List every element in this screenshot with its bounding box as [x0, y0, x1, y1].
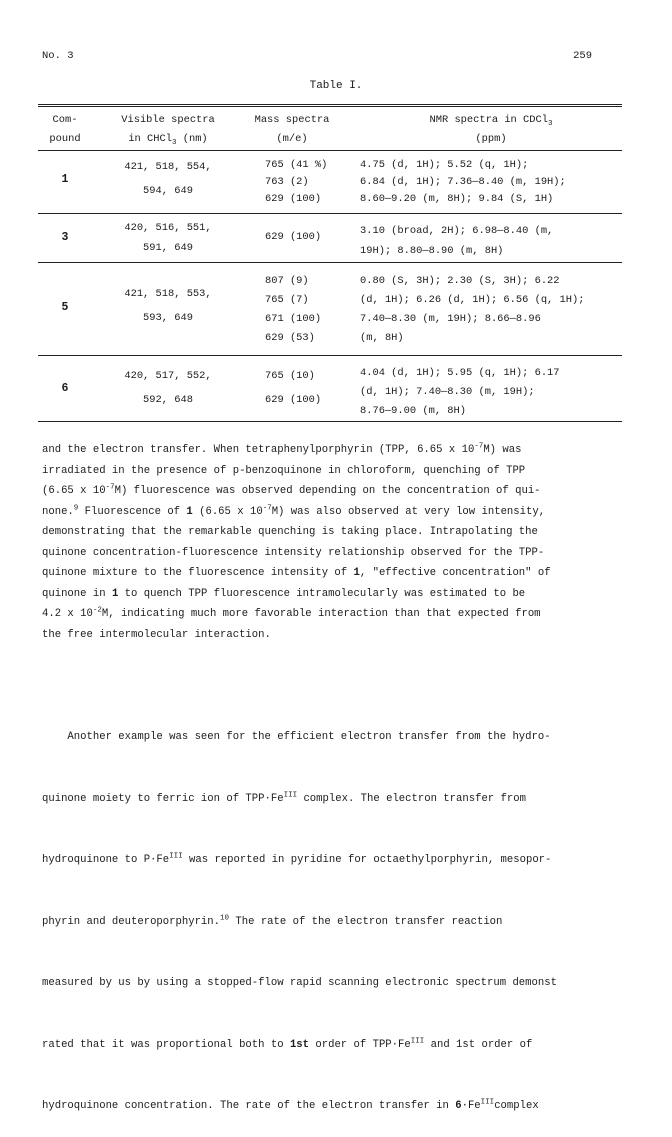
text-line: rated that it was proportional both to 1st order of $TPP\cdot Fe^{III}$ and 1st order of — [42, 1036, 533, 1051]
mass-values: 807 (9) 765 (7) 671 (100) 629 (53) — [265, 275, 322, 344]
mass-values: 629 (100) — [265, 231, 322, 243]
text-line: 4.2 x $10^{-2}M$, indicating much more favorable interaction than that expected from — [42, 606, 541, 620]
text-line: the free intermolecular interaction. — [42, 628, 271, 641]
text-line: and the electron transfer. When tetraphenylporphyrin (TPP, 6.65 x $10^{-7}M$) was — [42, 442, 522, 456]
compound-number: 3 — [61, 231, 69, 244]
header-visible-spectra: Visible spectra in CHCl$_3$ (nm) — [121, 114, 215, 148]
text-line: measured by us by using a stopped-flow rapid scanning electronic spectrum demonst — [42, 977, 557, 989]
header-mass-spectra: Mass spectra (m/e) — [254, 114, 330, 145]
text-line: quinone in 1 to quench TPP fluorescence intramolecularly was estimated to be — [42, 587, 526, 600]
body-paragraph-1 — [42, 440, 632, 645]
nmr-values: 0.80 (S, 3H); 2.30 (S, 3H); 6.22 (d, 1H); 6.26 (d, 1H); 6.56 (q, 1H); 7.40—8.30 (m, 19H); 8.66—8.96 (m, 8H) — [360, 275, 585, 344]
journal-issue: No. 3 — [42, 50, 74, 62]
nmr-values: 4.75 (d, 1H); 5.52 (q, 1H); 6.84 (d, 1H); 7.36—8.40 (m, 19H); 8.60—9.20 (m, 8H); 9.84 (S, 1H) — [360, 159, 566, 205]
table-header-rule — [38, 150, 622, 151]
text-line: quinone moiety to ferric ion of $TPP\cdot Fe^{III}$ complex. The electron transfer from — [42, 790, 526, 805]
text-line: irradiated in the presence of p-benzoquinone in chloroform, quenching of TPP — [42, 464, 526, 477]
header-nmr-spectra: NMR spectra in CDCl$_3$ (ppm) — [429, 114, 553, 145]
text-line: hydroquinone concentration. The rate of the electron transfer in $6\cdot Fe^{III}complex$ — [42, 1098, 539, 1112]
mass-values: 765 (10) 629 (100) — [265, 370, 322, 406]
row-divider — [38, 213, 622, 214]
text-line: quinone mixture to the fluorescence intensity of 1, "effective concentration" of — [42, 567, 551, 579]
text-line: hydroquinone to $P\cdot Fe^{III}$ was reported in pyridine for octaethylporphyrin, mesopor- — [42, 852, 552, 866]
text-line: demonstrating that the remarkable quenching is taking place. Intrapolating the — [42, 526, 538, 538]
visible-values: 420, 516, 551, 591, 649 — [124, 222, 212, 254]
page-number: 259 — [573, 50, 592, 62]
visible-values: 420, 517, 552, 592, 648 — [124, 370, 212, 406]
text-line: none.$^9$ Fluorescence of 1 (6.65 x $10^{-7}M$) was also observed at very low intensity, — [42, 503, 546, 518]
row-divider — [38, 262, 622, 263]
table-top-rule-2 — [38, 106, 622, 107]
table-bottom-rule — [38, 421, 622, 422]
header-compound: Com- pound — [49, 114, 81, 145]
text-line: (6.65 x $10^{-7}M$) fluorescence was observed depending on the concentration of qui- — [42, 483, 541, 497]
text-line: quinone concentration-fluorescence intensity relationship observed for the TPP- — [42, 546, 545, 559]
table-top-rule — [38, 104, 622, 105]
table-title: Table I. — [309, 80, 363, 92]
nmr-values: 3.10 (broad, 2H); 6.98—8.40 (m, 19H); 8.80—8.90 (m, 8H) — [360, 225, 554, 257]
mass-values: 765 (41 %) 763 (2) 629 (100) — [265, 159, 328, 205]
visible-values: 421, 518, 553, 593, 649 — [124, 288, 212, 324]
text-line: Another example was seen for the efficient electron transfer from the hydro- — [42, 731, 551, 743]
row-divider — [38, 355, 622, 356]
compound-number: 5 — [61, 301, 69, 314]
compound-number: 6 — [61, 382, 69, 395]
visible-values: 421, 518, 554, 594, 649 — [124, 161, 212, 197]
nmr-values: 4.04 (d, 1H); 5.95 (q, 1H); 6.17 (d, 1H); 7.40—8.30 (m, 19H); 8.76—9.00 (m, 8H) — [360, 367, 560, 417]
compound-number: 1 — [61, 173, 69, 186]
text-line: phyrin and deuteroporphyrin.$^{10}$ The rate of the electron transfer reaction — [42, 913, 503, 928]
